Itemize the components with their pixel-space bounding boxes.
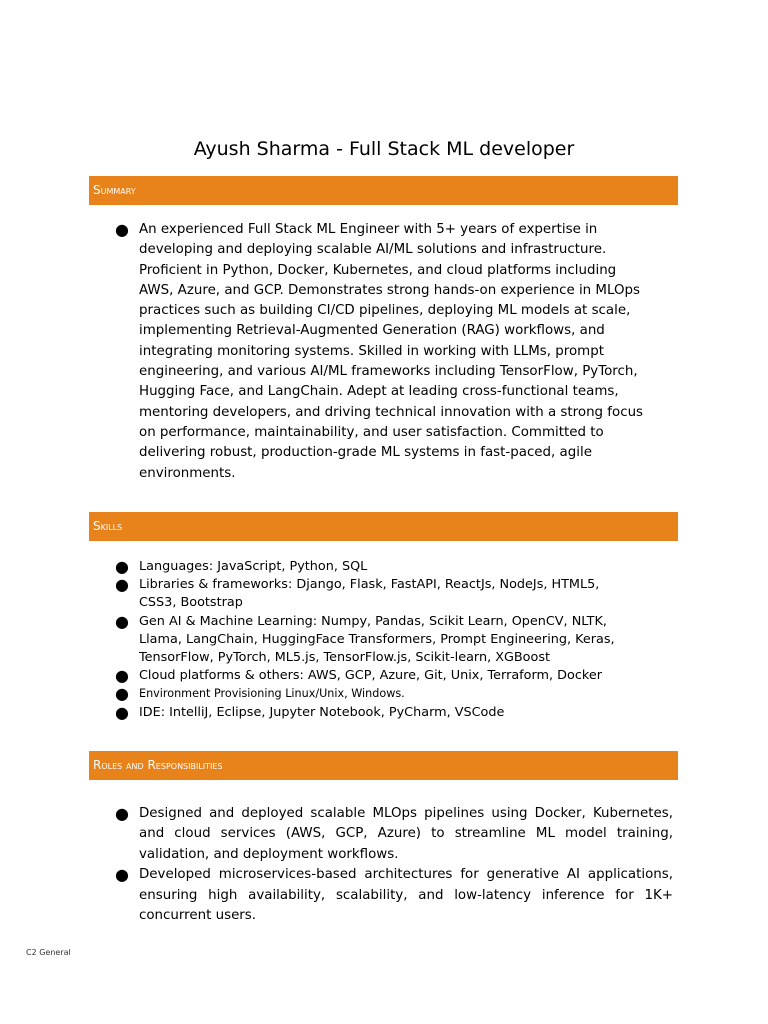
bullet-icon: ● <box>115 684 129 704</box>
skill-environment: Environment Provisioning Linux/Unix, Windows. <box>139 687 405 701</box>
skill-languages: Languages: JavaScript, Python, SQL <box>139 559 368 574</box>
list-item <box>115 704 635 722</box>
bullet-icon: ● <box>115 611 129 631</box>
role-item-microservices: Developed microservices-based architectures for generative AI applications, ensuring high availability, scalability, and low-latency inference for 1K+ concurrent users. <box>139 867 673 924</box>
bullet-icon: ● <box>115 865 129 885</box>
skill-ide: IDE: IntelliJ, Eclipse, Jupyter Notebook, PyCharm, VSCode <box>139 704 505 720</box>
roles-list <box>115 804 673 926</box>
skill-cloud: Cloud platforms & others: AWS, GCP, Azure, Git, Unix, Terraform, Docker <box>139 668 602 684</box>
bullet-icon: ● <box>115 804 129 823</box>
list-item <box>115 613 635 668</box>
list-item <box>115 685 635 703</box>
list-item <box>115 865 673 926</box>
list-item <box>115 558 635 576</box>
list-item <box>115 667 635 685</box>
list-item <box>115 804 673 865</box>
section-header-summary: Summary <box>89 176 678 205</box>
classification-label: C2 General <box>26 948 71 957</box>
bullet-icon: ● <box>115 220 129 239</box>
skill-genai-ml: Gen AI & Machine Learning: Numpy, Pandas, Scikit Learn, OpenCV, NLTK, Llama, LangChain, HuggingFace Transformers, Prompt Engineering, Keras, TensorFlow, PyTorch, ML5.js, TensorFlow.js, Scikit-learn, XGBoost <box>139 613 615 666</box>
list-item <box>115 220 650 484</box>
bullet-icon: ● <box>115 575 129 595</box>
role-item-mlops: Designed and deployed scalable MLOps pipelines using Docker, Kubernetes, and cloud services (AWS, GCP, Azure) to streamline ML model training, validation, and deployment workflows. <box>139 806 673 862</box>
section-header-skills: Skills <box>89 512 678 541</box>
bullet-icon: ● <box>115 702 129 722</box>
list-item <box>115 576 635 612</box>
bullet-icon: ● <box>115 557 129 576</box>
page-title: Ayush Sharma - Full Stack ML developer <box>193 138 575 160</box>
summary-text: An experienced Full Stack ML Engineer with 5+ years of expertise in developing and deploying scalable AI/ML solutions and infrastructure. Proficient in Python, Docker, Kubernetes, and cloud platforms including AWS, Azure, and GCP. Demonstrates strong hands-on experience in MLOps practices such as building CI/CD pipelines, deploying ML models at scale, implementing Retrieval-Augmented Generation (RAG) workflows, and integrating monitoring systems. Skilled in working with LLMs, prompt engineering, and various AI/ML frameworks including TensorFlow, PyTorch, Hugging Face, and LangChain. Adept at leading cross-functional teams, mentoring developers, and driving technical innovation with a strong focus on performance, maintainability, and user satisfaction. Committed to delivering robust, production-grade ML systems in fast-paced, agile environments. <box>139 222 644 481</box>
section-header-roles: Roles and Responsibilities <box>89 751 678 780</box>
skills-list <box>115 558 635 722</box>
summary-list <box>115 220 650 484</box>
bullet-icon: ● <box>115 666 129 686</box>
skill-frameworks: Libraries & frameworks: Django, Flask, FastAPI, ReactJs, NodeJs, HTML5, CSS3, Bootstrap <box>139 577 600 611</box>
